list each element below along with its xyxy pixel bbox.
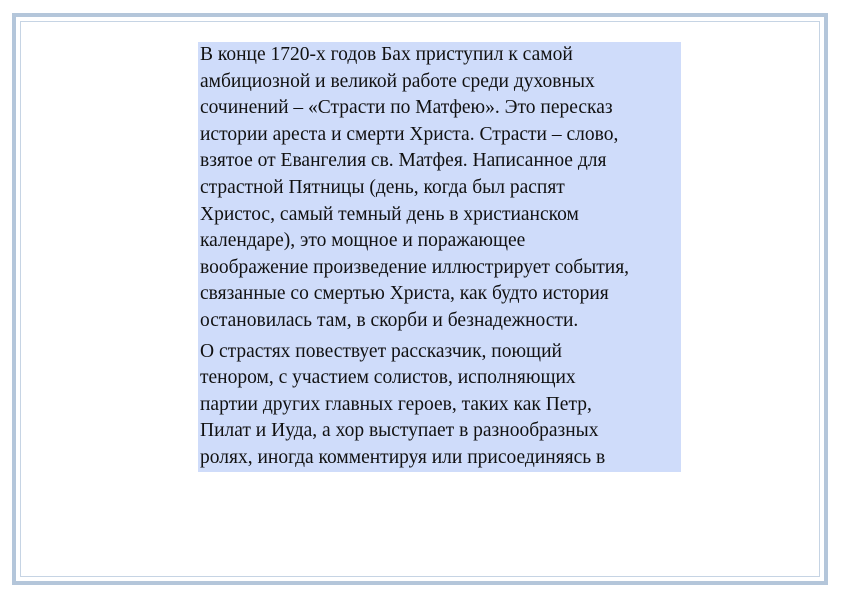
paragraph-line: О страстях повествует рассказчик, поющий [200,340,562,362]
paragraph-line: сочинений – «Страсти по Матфею». Это пересказ [200,97,613,119]
paragraph-1 [200,42,679,335]
paragraph-line: взятое от Евангелия св. Матфея. Написанное для [200,150,607,172]
paragraph-line: воображение произведение иллюстрирует события, [200,256,630,278]
paragraph-line: календаре), это мощное и поражающее [200,230,526,252]
paragraph-line: страстной Пятницы (день, когда был распят [200,176,565,198]
paragraph-line: истории ареста и смерти Христа. Страсти – слово, [200,123,619,145]
paragraph-line: связанные со смертью Христа, как будто история [200,283,609,305]
paragraph-line: партии других главных героев, таких как Петр, [200,393,592,415]
paragraph-line: Христос, самый темный день в христианском [200,203,579,225]
paragraph-line: В конце 1720-х годов Бах приступил к самой [200,44,573,65]
paragraph-line: амбициозной и великой работе среди духовных [200,70,595,92]
text-box[interactable] [198,42,681,472]
paragraph-line: ролях, иногда комментируя или присоединяясь в [200,446,606,468]
paragraph-line: остановилась там, в скорби и безнадежности. [200,309,579,331]
paragraph-2 [200,339,679,472]
paragraph-line: тенором, с участием солистов, исполняющих [200,367,576,389]
paragraph-line: Пилат и Иуда, а хор выступает в разнообразных [200,420,599,442]
